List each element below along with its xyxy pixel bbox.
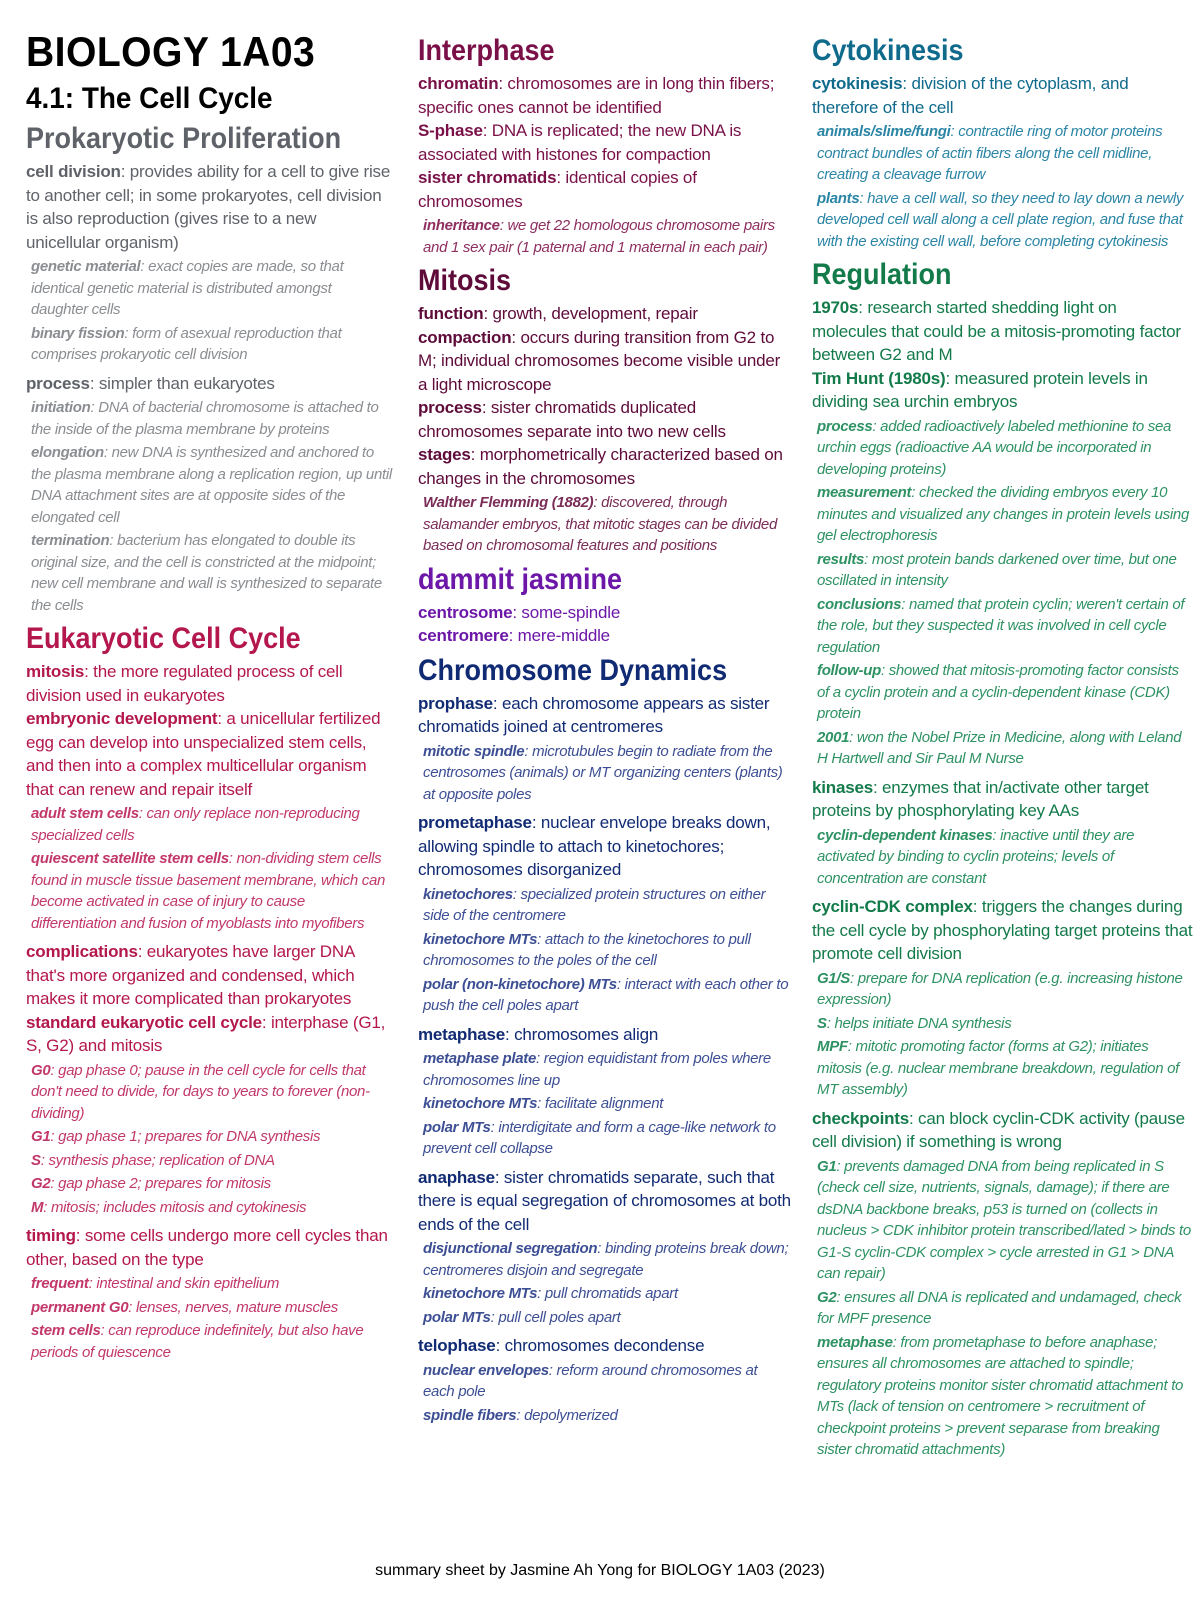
definition bbox=[418, 396, 792, 443]
note-term: kinetochores bbox=[423, 885, 513, 903]
definition-term: process bbox=[26, 373, 90, 393]
definition-text: : can block cyclin-CDK activity (pause cell division) if something is wrong bbox=[812, 1108, 1185, 1151]
definition bbox=[26, 1224, 392, 1271]
definition-text: : chromosomes align bbox=[505, 1024, 659, 1044]
note-text: : added radioactively labeled methionine to sea urchin eggs (radioactive AA would be incorporated in developing proteins) bbox=[817, 417, 1172, 478]
note-term: results bbox=[817, 550, 865, 568]
definition-text: : some-spindle bbox=[512, 602, 621, 622]
column-3 bbox=[812, 0, 1194, 1467]
detail-note bbox=[31, 397, 392, 440]
note-term: quiescent satellite stem cells bbox=[31, 850, 229, 867]
note-term: S bbox=[817, 1014, 827, 1032]
section bbox=[418, 563, 792, 648]
note-text: : gap phase 1; prepares for DNA synthesis bbox=[50, 1128, 321, 1145]
definition bbox=[26, 160, 392, 254]
definition-term: 1970s bbox=[812, 298, 859, 317]
note-text: : won the Nobel Prize in Medicine, along with Leland H Hartwell and Sir Paul M Nurse bbox=[817, 728, 1182, 767]
definition-term: cyclin-CDK complex bbox=[812, 897, 973, 916]
section bbox=[418, 654, 792, 1427]
note-text: : ensures all DNA is replicated and undamaged, check for MPF presence bbox=[817, 1288, 1182, 1327]
note-term: kinetochore MTs bbox=[423, 1285, 538, 1302]
detail-note bbox=[423, 1093, 792, 1115]
note-term: conclusions bbox=[817, 595, 902, 613]
note-term: G2 bbox=[817, 1288, 837, 1306]
section-heading: Interphase bbox=[418, 34, 555, 67]
section-heading: Mitosis bbox=[418, 264, 512, 297]
detail-note bbox=[817, 1013, 1194, 1035]
note-text: : lenses, nerves, mature muscles bbox=[128, 1298, 338, 1316]
detail-note bbox=[31, 323, 392, 366]
note-text: : discovered, through salamander embryos, that mitotic stages can be divided based on chromosomal features and positions bbox=[423, 494, 777, 554]
definition-text: : division of the cytoplasm, and therefore of the cell bbox=[812, 74, 1129, 117]
detail-note bbox=[31, 803, 392, 846]
definition-block bbox=[26, 160, 392, 366]
detail-note bbox=[423, 884, 792, 927]
course-title: BIOLOGY 1A03 bbox=[26, 28, 316, 75]
detail-note bbox=[31, 1150, 392, 1172]
note-text: : region equidistant from poles where chromosomes line up bbox=[423, 1050, 771, 1089]
definition-text: : interphase (G1, S, G2) and mitosis bbox=[26, 1012, 386, 1055]
note-term: polar (non-kinetochore) MTs bbox=[423, 975, 617, 993]
column-3-sections bbox=[812, 34, 1194, 1461]
detail-note bbox=[817, 121, 1194, 186]
note-text: : attach to the kinetochores to pull chromosomes to the poles of the cell bbox=[423, 930, 751, 969]
detail-note bbox=[31, 1126, 392, 1148]
note-text: : checked the dividing embryos every 10 minutes and visualized any changes in protein levels using gel electrophoresis bbox=[817, 484, 1190, 544]
definition bbox=[812, 1107, 1194, 1154]
definition-term: standard eukaryotic cell cycle bbox=[26, 1012, 262, 1032]
definition-block bbox=[418, 811, 792, 1017]
note-text: : prevents damaged DNA from being replicated in S (check cell size, nutrients, signals, damage); if there are dsDNA backbone breaks, p53 is turned on (collects in nucleus > CDK inhibitor protein transcribed/lated > binds to G1-S cyclin-CDK complex > cycle arrested in G1 > DNA can repair) bbox=[817, 1157, 1191, 1282]
note-term: polar MTs bbox=[423, 1308, 491, 1326]
note-term: frequent bbox=[31, 1275, 89, 1292]
note-term: mitotic spindle bbox=[423, 742, 525, 760]
definition-block bbox=[418, 1023, 792, 1160]
detail-note bbox=[817, 1287, 1194, 1330]
definition bbox=[418, 302, 792, 326]
note-term: G2 bbox=[31, 1175, 51, 1192]
detail-note bbox=[423, 1048, 792, 1091]
definition-term: centromere bbox=[418, 626, 509, 645]
detail-note bbox=[31, 1297, 392, 1319]
detail-note bbox=[31, 442, 392, 528]
detail-note bbox=[817, 825, 1194, 890]
note-term: disjunctional segregation bbox=[423, 1240, 598, 1257]
detail-note bbox=[817, 727, 1194, 770]
detail-note bbox=[817, 594, 1194, 659]
note-text: : DNA of bacterial chromosome is attached to the inside of the plasma membrane by proteins bbox=[31, 399, 379, 438]
definition bbox=[418, 72, 792, 119]
definition bbox=[418, 443, 792, 490]
note-text: : mitosis; includes mitosis and cytokinesis bbox=[43, 1198, 307, 1216]
note-term: genetic material bbox=[31, 258, 141, 275]
definition-text: : the more regulated process of cell division used in eukaryotes bbox=[26, 662, 343, 705]
note-term: initiation bbox=[31, 399, 91, 416]
section bbox=[26, 622, 392, 1363]
note-term: cyclin-dependent kinases bbox=[817, 826, 993, 844]
section-heading: Prokaryotic Proliferation bbox=[26, 122, 342, 155]
definition-text: : nuclear envelope breaks down, allowing spindle to attach to kinetochores; chromosomes disorganized bbox=[418, 813, 771, 879]
note-text: : exact copies are made, so that identical genetic material is distributed amongst daughter cells bbox=[31, 258, 344, 318]
note-text: : form of asexual reproduction that comprises prokaryotic cell division bbox=[31, 324, 342, 363]
note-term: elongation bbox=[31, 444, 104, 461]
definition-block bbox=[812, 776, 1194, 890]
section bbox=[26, 122, 392, 616]
detail-note bbox=[423, 215, 792, 258]
note-text: : helps initiate DNA synthesis bbox=[826, 1014, 1012, 1032]
note-text: : showed that mitosis-promoting factor consists of a cyclin protein and a cyclin-dependent kinase (CDK) protein bbox=[817, 662, 1179, 722]
note-term: stem cells bbox=[31, 1322, 101, 1339]
note-text: : prepare for DNA replication (e.g. increasing histone expression) bbox=[817, 969, 1183, 1008]
definition bbox=[812, 367, 1194, 414]
definition-block bbox=[418, 302, 792, 557]
definition bbox=[26, 660, 392, 707]
detail-note bbox=[817, 1156, 1194, 1285]
definition-text: : each chromosome appears as sister chromatids joined at centromeres bbox=[418, 693, 770, 736]
detail-note bbox=[817, 549, 1194, 592]
note-text: : interdigitate and form a cage-like network to prevent cell collapse bbox=[423, 1118, 776, 1157]
note-text: : have a cell wall, so they need to lay down a newly developed cell wall along a cell plate region, and fuse that with the existing cell wall, before completing cytokinesis bbox=[817, 189, 1184, 250]
detail-note bbox=[423, 1117, 792, 1160]
definition-text: : sister chromatids duplicated chromosomes separate into two new cells bbox=[418, 398, 726, 441]
note-text: : contractile ring of motor proteins contract bundles of actin fibers along the cell midline, creating a cleavage furrow bbox=[817, 123, 1163, 183]
detail-note bbox=[423, 492, 792, 557]
note-term: 2001 bbox=[817, 728, 850, 746]
detail-note bbox=[31, 530, 392, 616]
note-text: : most protein bands darkened over time, but one oscillated in intensity bbox=[817, 550, 1177, 589]
note-term: G1 bbox=[31, 1128, 51, 1145]
note-text: : binding proteins break down; centromeres disjoin and segregate bbox=[423, 1240, 789, 1279]
definition-block bbox=[812, 296, 1194, 770]
definition-term: compaction bbox=[418, 327, 512, 347]
definition-text: : triggers the changes during the cell cycle by phosphorylating target proteins that promote cell division bbox=[812, 897, 1193, 963]
definition-term: chromatin bbox=[418, 74, 499, 93]
note-text: : bacterium has elongated to double its original size, and the cell is constricted at the midpoint; new cell membrane and wall is synthesized to separate the cells bbox=[31, 532, 382, 614]
note-term: MPF bbox=[817, 1038, 848, 1055]
definition-term: centrosome bbox=[418, 602, 513, 622]
definition-text: : occurs during transition from G2 to M; individual chromosomes become visible under a light microscope bbox=[418, 327, 781, 394]
definition bbox=[26, 940, 392, 1011]
column-1 bbox=[26, 0, 392, 1369]
definition bbox=[812, 895, 1194, 966]
note-text: : interact with each other to push the cell poles apart bbox=[423, 975, 789, 1014]
note-text: : depolymerized bbox=[516, 1406, 618, 1424]
definition-term: kinases bbox=[812, 777, 873, 797]
definition bbox=[812, 296, 1194, 367]
detail-note bbox=[423, 974, 792, 1017]
definition-text: : simpler than eukaryotes bbox=[89, 373, 275, 393]
detail-note bbox=[817, 416, 1194, 481]
column-1-sections bbox=[26, 122, 392, 1363]
definition-block bbox=[418, 692, 792, 806]
note-term: M bbox=[31, 1198, 44, 1216]
note-text: : gap phase 0; pause in the cell cycle for cells that don't need to divide, for days to years to forever (non-dividing) bbox=[31, 1061, 370, 1122]
note-text: : specialized protein structures on either side of the centromere bbox=[423, 885, 766, 924]
note-text: : new DNA is synthesized and anchored to the plasma membrane along a replication region, up until DNA attachment sites are at opposite sides of the elongated cell bbox=[31, 444, 392, 526]
detail-note bbox=[817, 660, 1194, 725]
section-heading: Eukaryotic Cell Cycle bbox=[26, 622, 301, 655]
note-text: : non-dividing stem cells found in muscle tissue basement membrane, which can become activated in case of injury to cause differentiation and fusion of myoblasts into myofibers bbox=[31, 850, 386, 932]
definition-block bbox=[26, 940, 392, 1218]
definition bbox=[418, 1166, 792, 1237]
note-text: : named that protein cyclin; weren't certain of the role, but they suspected it was involved in cell cycle regulation bbox=[817, 595, 1185, 656]
definition-text: : mere-middle bbox=[508, 626, 610, 645]
definition-term: process bbox=[418, 398, 482, 417]
definition-term: cytokinesis bbox=[812, 74, 903, 93]
section bbox=[418, 264, 792, 557]
detail-note bbox=[817, 482, 1194, 547]
detail-note bbox=[31, 1060, 392, 1125]
definition-term: sister chromatids bbox=[418, 168, 557, 187]
detail-note bbox=[817, 1332, 1194, 1461]
note-text: : reform around chromosomes at each pole bbox=[423, 1361, 758, 1400]
section bbox=[812, 258, 1194, 1461]
detail-note bbox=[817, 968, 1194, 1011]
definition-text: : enzymes that in/activate other target proteins by phosphorylating key AAs bbox=[812, 777, 1149, 820]
definition-block bbox=[418, 1334, 792, 1426]
definition bbox=[26, 707, 392, 801]
detail-note bbox=[423, 1360, 792, 1403]
definition-block bbox=[812, 895, 1194, 1101]
definition-text: : chromosomes are in long thin fibers; specific ones cannot be identified bbox=[418, 74, 775, 117]
definition-block bbox=[26, 372, 392, 617]
detail-note bbox=[423, 1238, 792, 1281]
detail-note bbox=[31, 1273, 392, 1295]
detail-note bbox=[31, 1173, 392, 1195]
note-term: Walther Flemming (1882) bbox=[423, 494, 594, 511]
detail-note bbox=[423, 1283, 792, 1305]
definition-text: : measured protein levels in dividing sea urchin embryos bbox=[812, 368, 1148, 411]
definition-term: S-phase bbox=[418, 121, 483, 140]
note-term: plants bbox=[817, 189, 860, 207]
definition-term: function bbox=[418, 304, 484, 323]
detail-note bbox=[31, 1320, 392, 1363]
detail-note bbox=[817, 188, 1194, 253]
column-2 bbox=[418, 0, 792, 1432]
note-term: polar MTs bbox=[423, 1118, 491, 1136]
definition-term: prometaphase bbox=[418, 813, 532, 832]
note-term: metaphase plate bbox=[423, 1050, 537, 1067]
note-text: : from prometaphase to before anaphase; ensures all chromosomes are attached to spindle; regulatory proteins monitor sister chromatid attachment to MTs (lack of tension on centromere > recruitment of checkpoint proteins > prevent separase from breaking sister chromatid attachments) bbox=[817, 1333, 1184, 1458]
definition-text: : growth, development, repair bbox=[483, 304, 698, 323]
note-text: : facilitate alignment bbox=[537, 1095, 664, 1112]
definition bbox=[418, 624, 792, 648]
note-term: measurement bbox=[817, 484, 912, 501]
definition-text: : provides ability for a cell to give rise to another cell; in some prokaryotes, cell division is also reproduction (gives rise to a new unicellular organism) bbox=[26, 162, 391, 252]
definition bbox=[418, 166, 792, 213]
definition-term: complications bbox=[26, 942, 138, 961]
section-heading: dammit jasmine bbox=[418, 562, 623, 596]
note-term: nuclear envelopes bbox=[423, 1361, 549, 1379]
note-text: : mitotic promoting factor (forms at G2); initiates mitosis (e.g. nuclear membrane breakdown, regulation of MT assembly) bbox=[817, 1038, 1180, 1098]
note-term: animals/slime/fungi bbox=[817, 123, 951, 140]
note-text: : can reproduce indefinitely, but also have periods of quiescence bbox=[31, 1322, 364, 1361]
detail-note bbox=[31, 256, 392, 321]
note-text: : microtubules begin to radiate from the centrosomes (animals) or MT organizing centers (plants) at opposite poles bbox=[423, 742, 783, 803]
note-text: : synthesis phase; replication of DNA bbox=[40, 1151, 275, 1169]
footer-credit: summary sheet by Jasmine Ah Yong for BIOLOGY 1A03 (2023) bbox=[375, 1562, 825, 1579]
note-term: permanent G0 bbox=[31, 1298, 129, 1316]
definition bbox=[418, 119, 792, 166]
detail-note bbox=[423, 929, 792, 972]
note-term: G0 bbox=[31, 1061, 51, 1079]
definition-block bbox=[418, 72, 792, 258]
note-term: inheritance bbox=[423, 217, 500, 234]
detail-note bbox=[423, 1307, 792, 1329]
definition-text: : sister chromatids separate, such that there is equal segregation of chromosomes at both ends of the cell bbox=[418, 1167, 791, 1234]
definition-text: : morphometrically characterized based on changes in the chromosomes bbox=[418, 445, 783, 488]
note-term: spindle fibers bbox=[423, 1406, 517, 1424]
section bbox=[418, 34, 792, 258]
note-text: : gap phase 2; prepares for mitosis bbox=[50, 1175, 271, 1192]
section-heading: Regulation bbox=[812, 258, 952, 291]
definition-term: cell division bbox=[26, 162, 121, 181]
definition bbox=[812, 72, 1194, 119]
definition-text: : some cells undergo more cell cycles than other, based on the type bbox=[26, 1226, 388, 1269]
detail-note bbox=[817, 1036, 1194, 1101]
definition-text: : identical copies of chromosomes bbox=[418, 168, 697, 211]
definition-block bbox=[812, 72, 1194, 252]
definition-term: timing bbox=[26, 1226, 76, 1245]
note-term: termination bbox=[31, 532, 110, 549]
note-term: metaphase bbox=[817, 1333, 893, 1351]
note-text: : inactive until they are activated by binding to cyclin proteins; levels of concentration are constant bbox=[817, 826, 1135, 887]
note-term: G1/S bbox=[817, 969, 850, 987]
section bbox=[812, 34, 1194, 252]
definition-term: prophase bbox=[418, 693, 493, 713]
note-text: : we get 22 homologous chromosome pairs and 1 sex pair (1 paternal and 1 maternal in each pair) bbox=[423, 217, 775, 256]
definition bbox=[418, 601, 792, 625]
definition bbox=[26, 1011, 392, 1058]
definition-term: telophase bbox=[418, 1336, 496, 1355]
definition-block bbox=[418, 1166, 792, 1329]
note-term: S bbox=[31, 1151, 41, 1169]
detail-note bbox=[31, 848, 392, 934]
definition-block bbox=[26, 660, 392, 934]
definition bbox=[26, 372, 392, 396]
definition-block bbox=[26, 1224, 392, 1363]
definition-text: : eukaryotes have larger DNA that's more organized and condensed, which makes it more complicated than prokaryotes bbox=[26, 942, 355, 1008]
note-term: kinetochore MTs bbox=[423, 930, 538, 948]
note-term: adult stem cells bbox=[31, 805, 139, 822]
note-term: follow-up bbox=[817, 662, 881, 679]
section-heading: Chromosome Dynamics bbox=[418, 653, 728, 687]
note-term: binary fission bbox=[31, 324, 125, 342]
column-2-sections bbox=[418, 34, 792, 1426]
definition-text: : DNA is replicated; the new DNA is associated with histones for compaction bbox=[418, 121, 742, 164]
note-term: kinetochore MTs bbox=[423, 1095, 538, 1112]
definition-term: Tim Hunt (1980s) bbox=[812, 368, 946, 388]
definition-block bbox=[812, 1107, 1194, 1461]
definition bbox=[418, 326, 792, 397]
definition bbox=[418, 1023, 792, 1047]
definition bbox=[418, 692, 792, 739]
detail-note bbox=[423, 1405, 792, 1427]
note-text: : pull chromatids apart bbox=[537, 1285, 678, 1302]
definition-term: mitosis bbox=[26, 662, 85, 681]
definition bbox=[812, 776, 1194, 823]
definition bbox=[418, 811, 792, 882]
section-heading: Cytokinesis bbox=[812, 34, 964, 67]
note-text: : intestinal and skin epithelium bbox=[88, 1275, 280, 1292]
note-term: G1 bbox=[817, 1157, 837, 1175]
definition-term: anaphase bbox=[418, 1167, 495, 1187]
detail-note bbox=[423, 741, 792, 806]
note-term: process bbox=[817, 417, 873, 435]
note-text: : pull cell poles apart bbox=[490, 1308, 621, 1326]
chapter-title: 4.1: The Cell Cycle bbox=[26, 82, 273, 115]
definition-term: metaphase bbox=[418, 1024, 506, 1044]
definition-term: stages bbox=[418, 445, 471, 464]
definition bbox=[418, 1334, 792, 1358]
definition-text: : a unicellular fertilized egg can develop into unspecialized stem cells, and then into a complex multicellular organism that can renew and repair itself bbox=[26, 709, 381, 799]
definition-block bbox=[418, 601, 792, 648]
definition-text: : chromosomes decondense bbox=[495, 1336, 705, 1355]
definition-text: : research started shedding light on molecules that could be a mitosis-promoting factor between G2 and M bbox=[812, 298, 1181, 364]
detail-note bbox=[31, 1197, 392, 1219]
definition-term: embryonic development bbox=[26, 709, 218, 728]
note-text: : can only replace non-reproducing specialized cells bbox=[31, 805, 360, 844]
definition-term: checkpoints bbox=[812, 1108, 909, 1128]
